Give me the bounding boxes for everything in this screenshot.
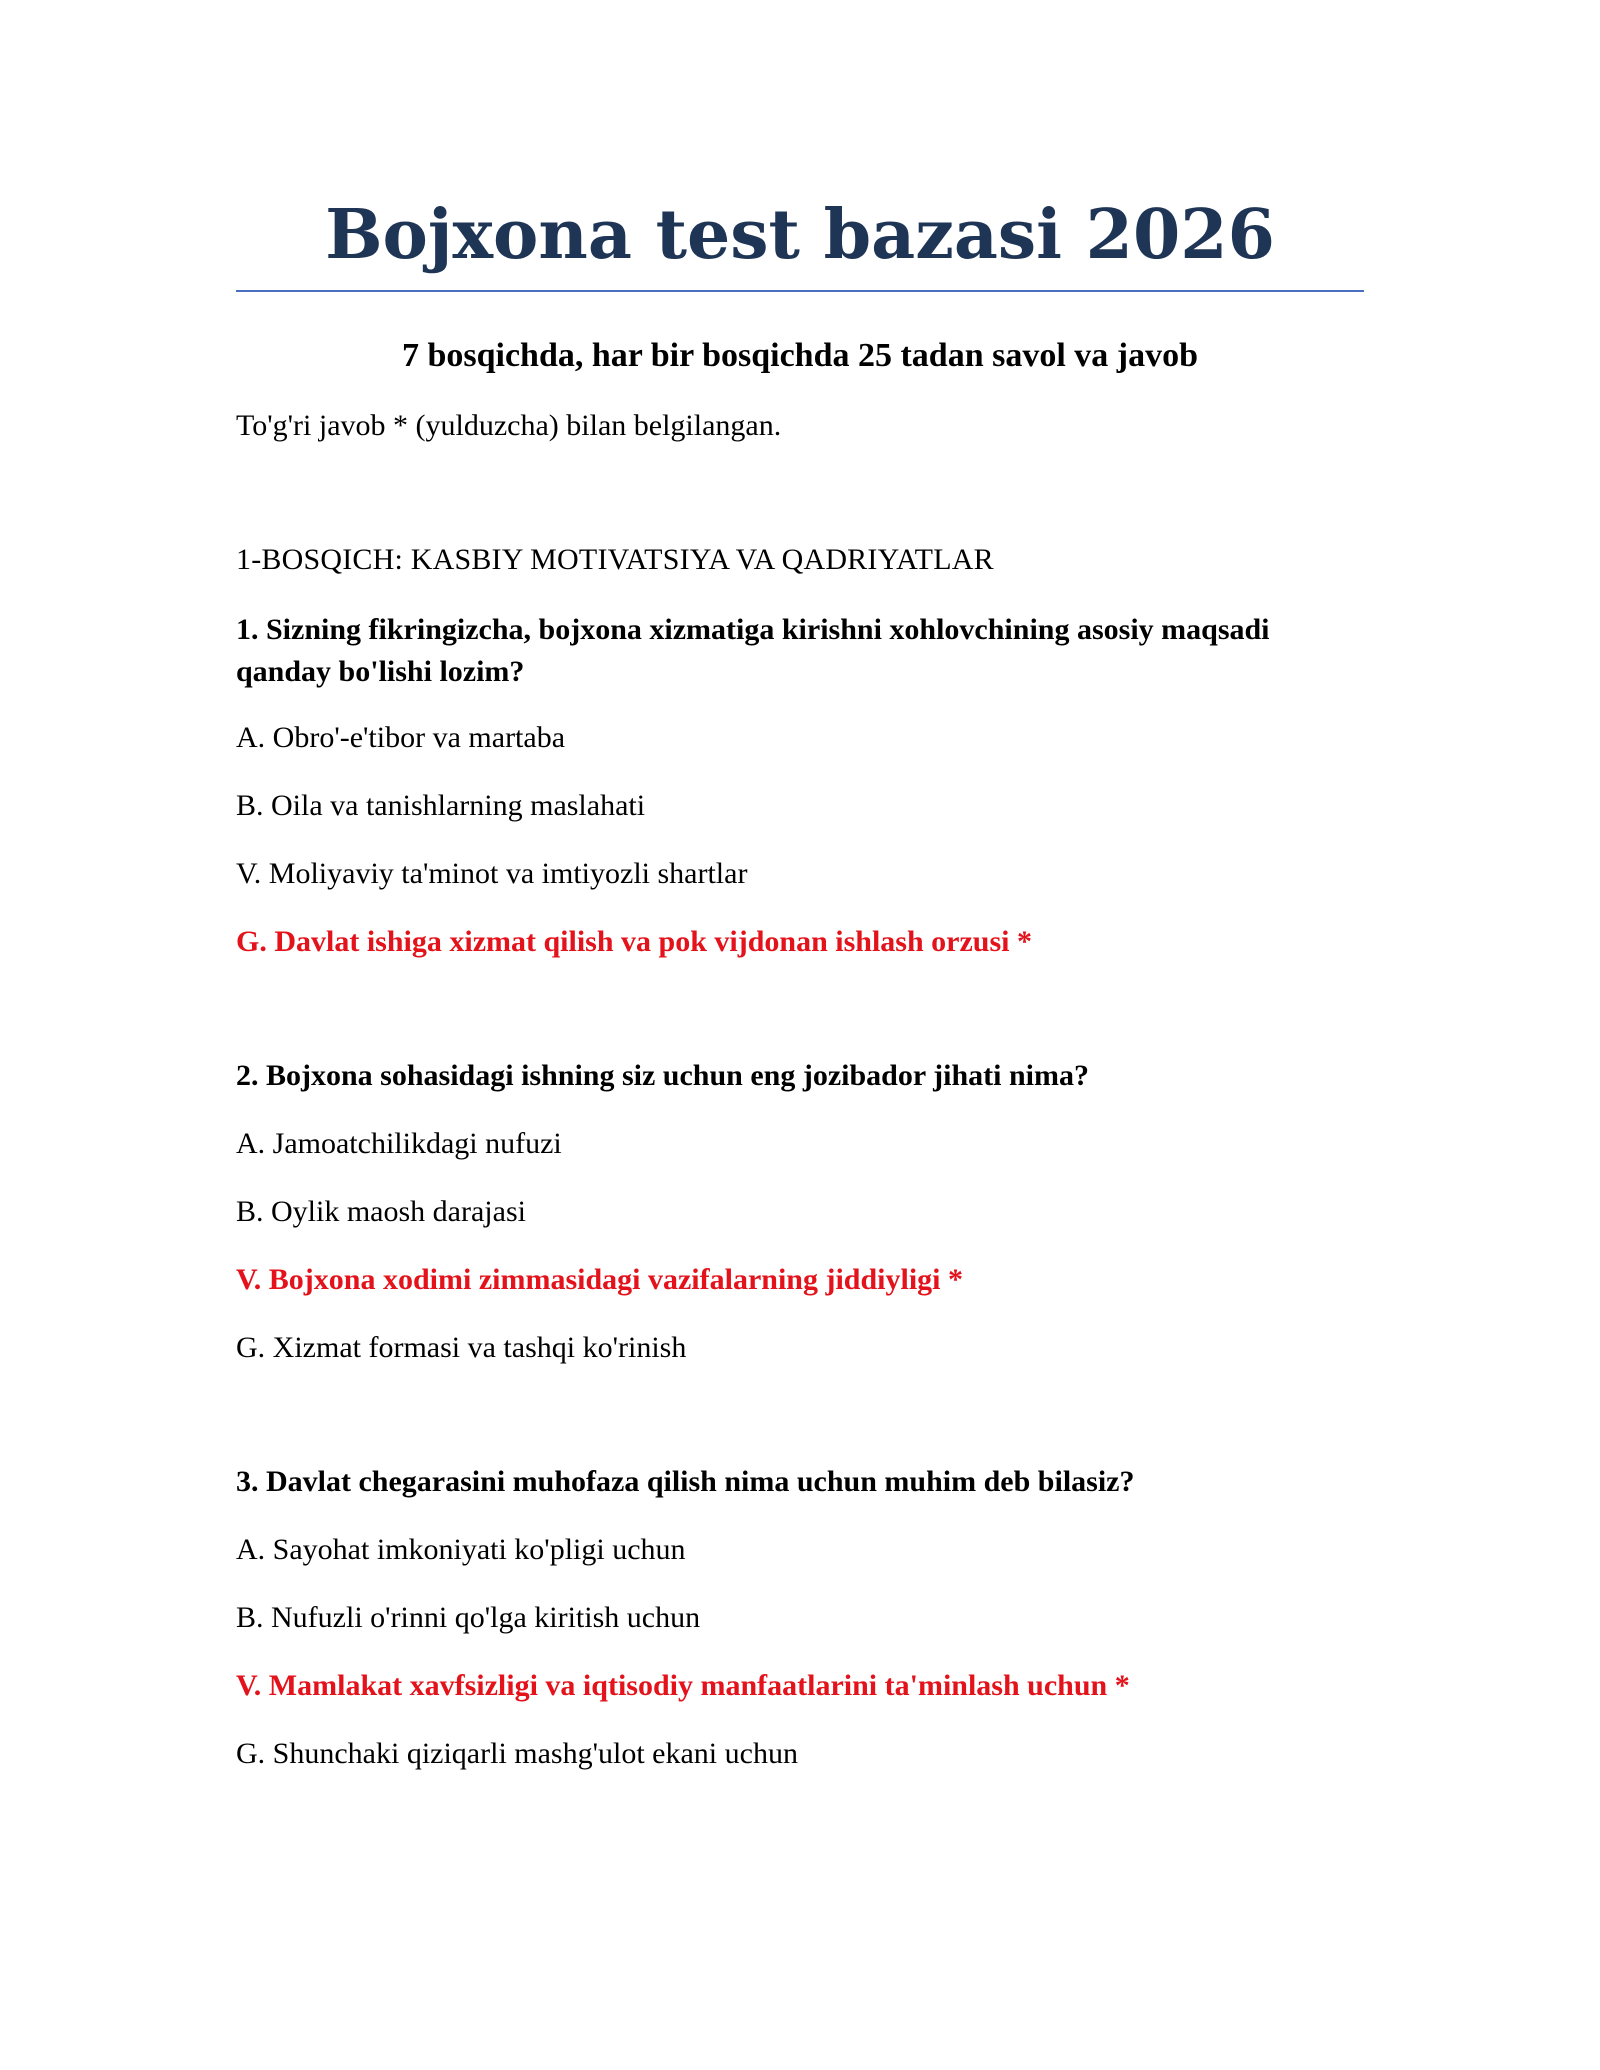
question-3-option-g: G. Shunchaki qiziqarli mashg'ulot ekani uchun xyxy=(236,1737,798,1770)
question-3-option-v-correct: V. Mamlakat xavfsizligi va iqtisodiy manfaatlarini ta'minlash uchun * xyxy=(236,1669,1130,1702)
question-2-option-g: G. Xizmat formasi va tashqi ko'rinish xyxy=(236,1331,687,1364)
question-1-option-v: V. Moliyaviy ta'minot va imtiyozli shartlar xyxy=(236,857,748,890)
question-1: 1. Sizning fikringizcha, bojxona xizmatiga kirishni xohlovchining asosiy maqsadi qanday bo'lishi lozim? xyxy=(236,613,1270,688)
document-subtitle: 7 bosqichda, har bir bosqichda 25 tadan savol va javob xyxy=(401,337,1199,374)
question-2-option-a: A. Jamoatchilikdagi nufuzi xyxy=(236,1127,562,1160)
question-2-option-v-correct: V. Bojxona xodimi zimmasidagi vazifalarning jiddiyligi * xyxy=(236,1263,964,1296)
section-heading: 1-BOSQICH: KASBIY MOTIVATSIYA VA QADRIYATLAR xyxy=(236,543,994,576)
question-1-option-g-correct: G. Davlat ishiga xizmat qilish va pok vijdonan ishlash orzusi * xyxy=(236,925,1032,958)
document-title: Bojxona test bazasi 2026 xyxy=(325,195,1275,275)
question-1-option-b: B. Oila va tanishlarning maslahati xyxy=(236,789,646,822)
question-2: 2. Bojxona sohasidagi ishning siz uchun eng jozibador jihati nima? xyxy=(236,1059,1089,1092)
answer-key-note: To'g'ri javob * (yulduzcha) bilan belgilangan. xyxy=(236,409,782,442)
title-divider xyxy=(236,290,1364,292)
question-3: 3. Davlat chegarasini muhofaza qilish nima uchun muhim deb bilasiz? xyxy=(236,1465,1135,1498)
question-3-option-a: A. Sayohat imkoniyati ko'pligi uchun xyxy=(236,1533,686,1566)
question-2-option-b: B. Oylik maosh darajasi xyxy=(236,1195,526,1228)
question-1-option-a: A. Obro'-e'tibor va martaba xyxy=(236,721,566,754)
question-3-option-b: B. Nufuzli o'rinni qo'lga kiritish uchun xyxy=(236,1601,701,1634)
